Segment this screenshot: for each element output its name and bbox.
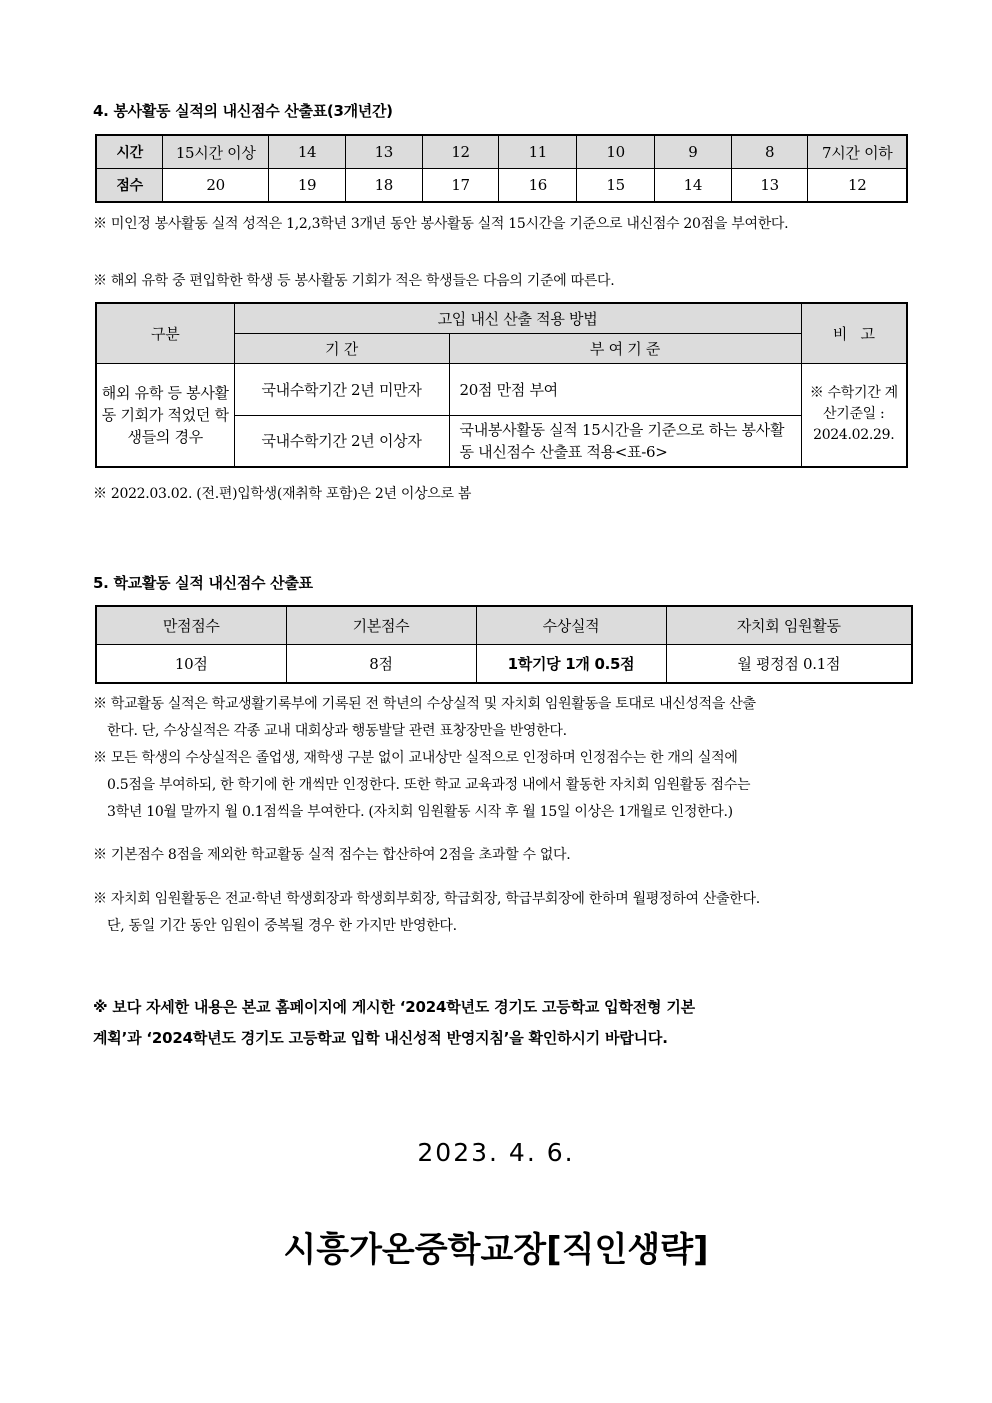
hours-cell: 12: [422, 135, 499, 169]
t3-header: 만점점수: [96, 606, 286, 645]
hours-cell: 9: [654, 135, 731, 169]
section5-note-3: ※ 기본점수 8점을 제외한 학교활동 실적 점수는 합산하여 2점을 초과할 수 없다.: [93, 847, 571, 863]
hours-cell: 11: [499, 135, 577, 169]
t3-value: 10점: [96, 645, 286, 684]
score-label: 점수: [96, 169, 163, 203]
hours-cell: 13: [345, 135, 422, 169]
hours-cell: 10: [577, 135, 655, 169]
t2-row-1: [96, 363, 907, 415]
t3-value: 1학기당 1개 0.5점: [476, 645, 666, 684]
final-note-line2: 계획’과 ‘2024학년도 경기도 고등학교 입학 내신성적 반영지침’을 확인하시기 바랍니다.: [93, 1029, 668, 1047]
section5-note-2: [93, 745, 750, 826]
overseas-student-table: [95, 302, 908, 468]
t3-header: 자치회 임원활동: [666, 606, 912, 645]
section4-note-3: ※ 2022.03.02. (전.편)입학생(재취학 포함)은 2년 이상으로 봄: [93, 486, 472, 502]
final-note: [93, 992, 695, 1054]
t2-col-criteria: 부 여 기 준: [449, 333, 801, 363]
section4-title: 4. 봉사활동 실적의 내신점수 산출표(3개년간): [93, 102, 393, 120]
t2-row1-criteria: 20점 만점 부여: [449, 363, 801, 415]
hours-cell: 14: [269, 135, 346, 169]
signer-name: 시흥가온중학교장[직인생략]: [283, 1230, 709, 1270]
hours-cell: 8: [731, 135, 808, 169]
score-cell: 20: [163, 169, 269, 203]
t2-category-cell: 해외 유학 등 봉사활동 기회가 적었던 학생들의 경우: [96, 363, 234, 467]
section5-note4-line2: 단, 동일 기간 동안 임원이 중복될 경우 한 가지만 반영한다.: [107, 918, 457, 934]
t2-row2-criteria: 국내봉사활동 실적 15시간을 기준으로 하는 봉사활동 내신점수 산출표 적용<표-6>: [449, 415, 801, 467]
score-cell: 19: [269, 169, 346, 203]
section5-note2-line1: ※ 모든 학생의 수상실적은 졸업생, 재학생 구분 없이 교내상만 실적으로 인정하며 인정점수는 한 개의 실적에: [93, 750, 738, 766]
t2-col-period: 기 간: [234, 333, 449, 363]
t3-header-row: [96, 606, 912, 645]
volunteer-score-table: [95, 134, 908, 203]
section5-note1-line1: ※ 학교활동 실적은 학교생활기록부에 기록된 전 학년의 수상실적 및 자치회 임원활동을 토대로 내신성적을 산출: [93, 696, 756, 712]
section5-note2-line3: 3학년 10월 말까지 월 0.1점씩을 부여한다. (자치회 임원활동 시작 후 월 15일 이상은 1개월로 인정한다.): [107, 804, 733, 820]
t2-col-remark: 비 고: [801, 303, 907, 363]
t3-value: 8점: [286, 645, 476, 684]
t3-value-row: [96, 645, 912, 684]
section4-note-1: ※ 미인정 봉사활동 실적 성적은 1,2,3학년 3개년 동안 봉사활동 실적 15시간을 기준으로 내신점수 20점을 부여한다.: [93, 216, 789, 232]
t3-value: 월 평정점 0.1점: [666, 645, 912, 684]
hours-label: 시간: [96, 135, 163, 169]
section5-note-1: [93, 691, 756, 745]
t3-header: 기본점수: [286, 606, 476, 645]
hours-cell: 15시간 이상: [163, 135, 269, 169]
score-cell: 14: [654, 169, 731, 203]
final-note-line1: ※ 보다 자세한 내용은 본교 홈페이지에 게시한 ‘2024학년도 경기도 고등학교 입학전형 기본: [93, 998, 695, 1016]
section5-title: 5. 학교활동 실적 내신점수 산출표: [93, 574, 313, 592]
t2-row1-period: 국내수학기간 2년 미만자: [234, 363, 449, 415]
section5-note2-line2: 0.5점을 부여하되, 한 학기에 한 개씩만 인정한다. 또한 학교 교육과정 내에서 활동한 자치회 임원활동 점수는: [107, 777, 751, 793]
score-cell: 13: [731, 169, 808, 203]
hours-row: [96, 135, 907, 169]
score-cell: 17: [422, 169, 499, 203]
t2-col-method: 고입 내신 산출 적용 방법: [234, 303, 801, 333]
section5-note1-line2: 한다. 단, 수상실적은 각종 교내 대회상과 행동발달 관련 표창장만을 반영한다.: [107, 723, 567, 739]
school-activity-table: [95, 605, 913, 684]
score-cell: 16: [499, 169, 577, 203]
section4-note-2: ※ 해외 유학 중 편입학한 학생 등 봉사활동 기회가 적은 학생들은 다음의 기준에 따른다.: [93, 273, 615, 289]
document-date: 2023. 4. 6.: [417, 1138, 575, 1167]
section5-note4-line1: ※ 자치회 임원활동은 전교·학년 학생회장과 학생회부회장, 학급회장, 학급부회장에 한하며 월평정하여 산출한다.: [93, 891, 760, 907]
score-cell: 18: [345, 169, 422, 203]
hours-cell: 7시간 이하: [808, 135, 907, 169]
t2-remark-cell: ※ 수학기간 계산기준일 : 2024.02.29.: [801, 363, 907, 467]
score-row: [96, 169, 907, 203]
t3-header: 수상실적: [476, 606, 666, 645]
score-cell: 12: [808, 169, 907, 203]
t2-row2-period: 국내수학기간 2년 이상자: [234, 415, 449, 467]
section5-note-4: [93, 886, 760, 940]
t2-header-row-1: [96, 303, 907, 333]
score-cell: 15: [577, 169, 655, 203]
t2-col-category: 구분: [96, 303, 234, 363]
